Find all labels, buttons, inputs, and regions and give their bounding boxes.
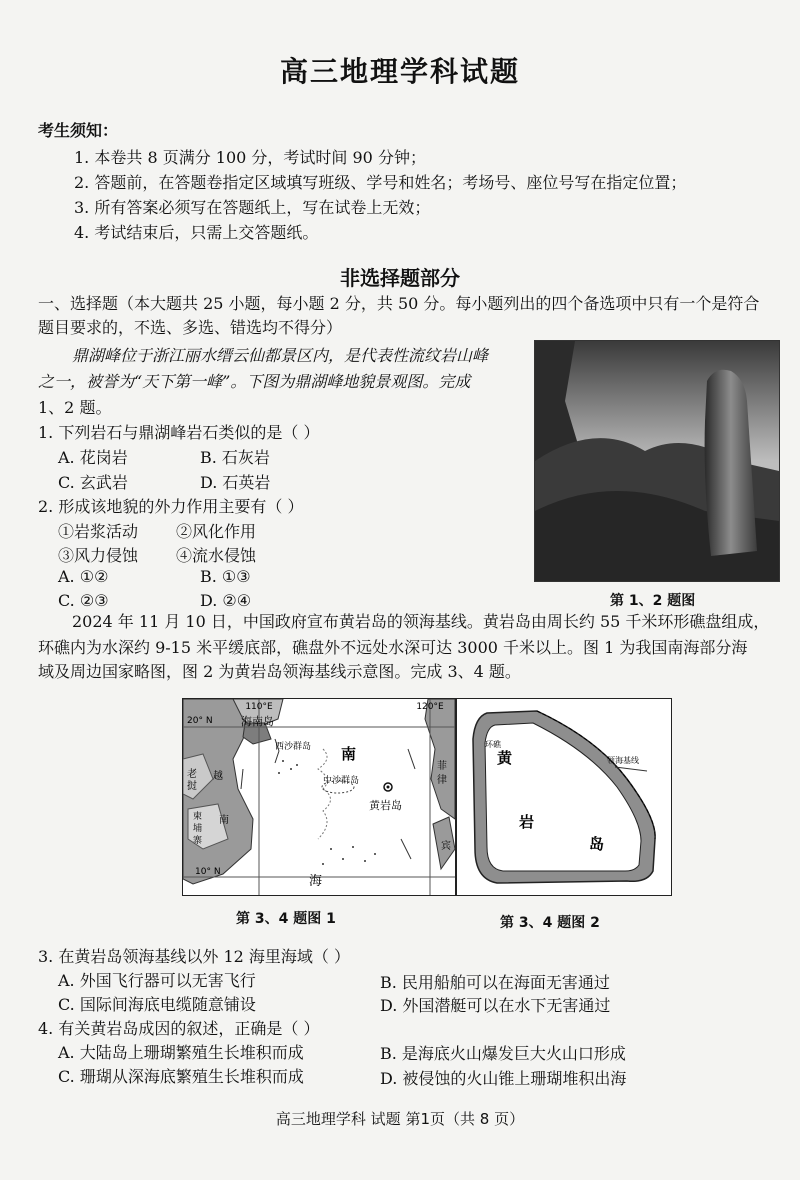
q2-item: ③风力侵蚀 (58, 546, 139, 565)
country-label: 寨 (193, 836, 203, 846)
xisha-label: 西沙群岛 (275, 742, 312, 752)
map2-drawing (457, 699, 671, 895)
huangyan-label: 黄岩岛 (369, 799, 402, 812)
country-label: 越 (213, 771, 223, 782)
lon110-label: 110°E (245, 702, 273, 712)
country-label: 老 (187, 769, 197, 780)
passage2-line: 2024 年 11 月 10 日，中国政府宣布黄岩岛的领海基线。黄岩岛由周长约 55 千米环形礁盘组成， (72, 612, 770, 631)
q4-option-c: C. 珊瑚从深海底繁殖生长堆积而成 (58, 1067, 304, 1086)
sea-label-nan: 南 (341, 745, 357, 763)
passage1-line: 鼎湖峰位于浙江丽水缙云仙都景区内，是代表性流纹岩山峰 (72, 346, 489, 365)
country-label: 柬 (193, 812, 203, 822)
passage1-line: 1、2 题。 (38, 398, 112, 417)
island-label: 黄 (497, 749, 513, 767)
map1-caption: 第 3、4 题图 1 (236, 911, 336, 927)
lat20-label: 20° N (187, 716, 213, 726)
q3-option-a: A. 外国飞行器可以无害飞行 (58, 971, 256, 990)
q2-item: ④流水侵蚀 (176, 546, 257, 565)
notice-item: 2. 答题前，在答题卷指定区域填写班级、学号和姓名；考场号、座位号写在指定位置； (74, 173, 687, 192)
zhongsha-label: 中沙群岛 (323, 776, 360, 786)
country-label: 菲 (437, 761, 447, 772)
question-1-stem: 1. 下列岩石与鼎湖峰岩石类似的是（ ） (38, 423, 320, 442)
question-3-stem: 3. 在黄岩岛领海基线以外 12 海里海域（ ） (38, 947, 350, 966)
q1-option-d: D. 石英岩 (200, 473, 271, 492)
map1-drawing (183, 699, 455, 895)
south-china-sea-map (182, 698, 456, 896)
q1-option-c: C. 玄武岩 (58, 473, 128, 492)
country-label: 埔 (193, 824, 203, 834)
q2-option-a: A. ①② (58, 567, 109, 586)
lon120-label: 120°E (416, 702, 444, 712)
photo-caption: 第 1、2 题图 (610, 593, 696, 609)
q2-item: ①岩浆活动 (58, 522, 139, 541)
hainan-label: 海南岛 (241, 715, 274, 728)
map2-caption: 第 3、4 题图 2 (500, 915, 600, 931)
q4-option-d: D. 被侵蚀的火山锥上珊瑚堆积出海 (380, 1069, 627, 1088)
page-footer: 高三地理学科 试题 第1页（共 8 页） (275, 1110, 525, 1128)
dinghu-peak-photo (534, 340, 780, 582)
q1-option-b: B. 石灰岩 (200, 448, 270, 467)
q4-option-a: A. 大陆岛上珊瑚繁殖生长堆积而成 (58, 1043, 304, 1062)
passage2-line: 域及周边国家略图，图 2 为黄岩岛领海基线示意图。完成 3、4 题。 (38, 662, 521, 681)
lat10-label: 10° N (195, 867, 221, 877)
country-label: 南 (219, 815, 229, 826)
country-label: 挝 (187, 781, 197, 792)
notice-item: 1. 本卷共 8 页满分 100 分，考试时间 90 分钟； (74, 148, 426, 167)
q4-option-b: B. 是海底火山爆发巨大火山口形成 (380, 1044, 626, 1063)
baseline-label: 领海基线 (607, 756, 639, 765)
q3-option-c: C. 国际间海底电缆随意铺设 (58, 995, 256, 1014)
q2-item: ②风化作用 (176, 522, 257, 541)
country-label: 律 (437, 775, 447, 786)
q2-option-d: D. ②④ (200, 591, 252, 610)
island-label: 岛 (589, 835, 605, 853)
notice-heading: 考生须知： (38, 121, 119, 140)
notice-item: 3. 所有答案必须写在答题纸上，写在试卷上无效； (74, 198, 431, 217)
q3-option-b: B. 民用船舶可以在海面无害通过 (380, 973, 610, 992)
sea-label-hai: 海 (309, 874, 323, 889)
question-4-stem: 4. 有关黄岩岛成因的叙述，正确是（ ） (38, 1019, 320, 1038)
island-label: 岩 (519, 813, 535, 831)
q1-option-a: A. 花岗岩 (58, 448, 128, 467)
passage1-line: 之一，被誉为“天下第一峰”。下图为鼎湖峰地貌景观图。完成 (38, 372, 471, 391)
reef-label: 环礁 (485, 740, 501, 749)
q2-option-c: C. ②③ (58, 591, 109, 610)
page-title: 高三地理学科试题 (279, 55, 520, 88)
section-title: 非选择题部分 (340, 266, 460, 290)
q3-option-d: D. 外国潜艇可以在水下无害通过 (380, 996, 611, 1015)
section-intro-line: 一、选择题（本大题共 25 小题，每小题 2 分，共 50 分。每小题列出的四个备选项中只有一个是符合 (38, 294, 760, 313)
huangyan-baseline-map (456, 698, 672, 896)
question-2-stem: 2. 形成该地貌的外力作用主要有（ ） (38, 497, 304, 516)
country-label: 宾 (441, 841, 451, 852)
section-intro-line: 题目要求的，不选、多选、错选均不得分） (38, 318, 343, 337)
notice-item: 4. 考试结束后，只需上交答题纸。 (74, 223, 319, 242)
passage2-line: 环礁内为水深约 9-15 米平缓底部，礁盘外不远处水深可达 3000 千米以上。图 1 为我国南海部分海 (38, 638, 748, 657)
q2-option-b: B. ①③ (200, 567, 251, 586)
dinghu-peak-landscape (535, 341, 779, 581)
